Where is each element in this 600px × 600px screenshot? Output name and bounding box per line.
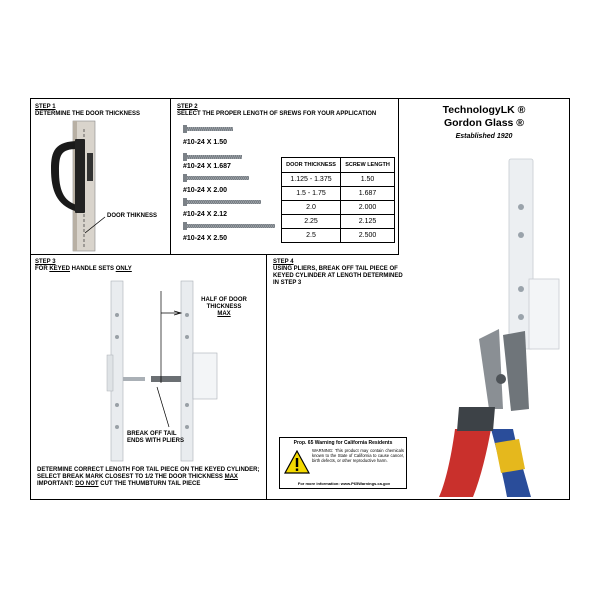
door-handle-illustration <box>31 99 171 255</box>
table-header: DOOR THICKNESS <box>282 158 341 173</box>
step3-note-line1: DETERMINE CORRECT LENGTH FOR TAIL PIECE ON THE KEYED CYLINDER; <box>37 467 260 473</box>
product-photo-pliers <box>399 139 569 499</box>
table-cell: 2.000 <box>341 201 395 215</box>
screws-illustration <box>171 99 281 255</box>
warning-title: Prop. 65 Warning for California Residents <box>293 440 393 446</box>
step3-note-line3-pre: IMPORTANT: <box>37 481 76 487</box>
step2-subtitle: SELECT THE PROPER LENGTH OF SREWS FOR YOUR APPLICATION <box>177 111 377 117</box>
table-cell: 2.0 <box>282 201 341 215</box>
step3-subtitle-only: ONLY <box>115 266 132 272</box>
step1-title: STEP 1 <box>35 104 56 110</box>
step1-panel <box>31 99 171 255</box>
step3-note-line3-donot: DO NOT <box>75 481 99 487</box>
step2-panel <box>171 99 399 255</box>
screw-icon <box>183 153 242 161</box>
step3-title: STEP 3 <box>35 259 56 265</box>
tailpiece-illustration <box>31 255 267 499</box>
table-header: SCREW LENGTH <box>341 158 395 173</box>
table-cell: 2.500 <box>341 229 395 243</box>
break-off-line1: BREAK OFF TAIL <box>127 431 177 437</box>
half-thickness-line2: THICKNESS <box>206 304 242 310</box>
step3-subtitle-pre: FOR <box>35 266 50 272</box>
table-cell: 2.125 <box>341 215 395 229</box>
step4-panel <box>267 255 403 375</box>
screw-length-table <box>281 157 395 243</box>
table-row <box>282 201 395 215</box>
screw-label: #10-24 X 1.50 <box>183 139 227 146</box>
step3-subtitle-keyed: KEYED <box>49 266 71 272</box>
step4-line1: USING PLIERS, BREAK OFF TAIL PIECE OF <box>273 266 398 272</box>
step3-note-line2-pre: SELECT BREAK MARK CLOSEST TO 1/2 THE DOOR THICKNESS <box>37 474 225 480</box>
screw-label: #10-24 X 2.00 <box>183 187 227 194</box>
screw-icon <box>183 198 261 206</box>
brand-panel <box>399 99 569 499</box>
instruction-sheet <box>30 98 570 500</box>
step3-note-line3-post: CUT THE THUMBTURN TAIL PIECE <box>98 481 201 487</box>
step2-title: STEP 2 <box>177 104 198 110</box>
table-cell: 1.50 <box>341 173 395 187</box>
half-thickness-max: MAX <box>217 311 231 317</box>
table-cell: 1.5 - 1.75 <box>282 187 341 201</box>
table-row <box>282 173 395 187</box>
screw-icon <box>183 125 233 133</box>
step4-title: STEP 4 <box>273 259 294 265</box>
door-thickness-label: DOOR THIKNESS <box>107 213 158 219</box>
warning-triangle-icon <box>284 450 310 474</box>
table-cell: 2.25 <box>282 215 341 229</box>
step4-line3: IN STEP 3 <box>273 280 302 286</box>
break-off-line2: ENDS WITH PLIERS <box>127 438 185 444</box>
step1-subtitle: DETERMINE THE DOOR THICKNESS <box>35 111 141 117</box>
screw-label: #10-24 X 2.12 <box>183 211 227 218</box>
table-row <box>282 215 395 229</box>
table-cell: 1.687 <box>341 187 395 201</box>
table-cell: 1.125 - 1.375 <box>282 173 341 187</box>
step4-text <box>273 266 413 287</box>
brand-name-1: TechnologyLK ® <box>442 104 526 116</box>
step3-note-line3 <box>37 481 263 488</box>
prop65-warning <box>279 437 407 489</box>
established-text: Established 1920 <box>455 133 513 140</box>
screw-label: #10-24 X 1.687 <box>183 163 231 170</box>
half-thickness-line1: HALF OF DOOR <box>201 297 247 303</box>
break-off-label <box>127 431 184 445</box>
table-row <box>282 187 395 201</box>
screw-label: #10-24 X 2.50 <box>183 235 227 242</box>
screw-icon <box>183 174 249 182</box>
warning-footer: For more information: www.P65Warnings.ca.gov <box>297 481 391 486</box>
step3-note <box>37 467 263 488</box>
screw-icon <box>183 222 275 230</box>
step3-subtitle-mid: HANDLE SETS <box>70 266 116 272</box>
table-header-row <box>282 158 395 173</box>
step3-panel <box>31 255 267 499</box>
step4-line2: KEYED CYLINDER AT LENGTH DETERMINED <box>273 273 403 279</box>
brand-name-2: Gordon Glass ® <box>443 117 525 129</box>
warning-body: WARNING: This product may contain chemicals known to the State of California to cause cancer, birth defects, or other reproductive harm. <box>312 448 404 463</box>
step3-note-line2 <box>37 474 263 481</box>
table-cell: 2.5 <box>282 229 341 243</box>
half-thickness-label <box>199 297 249 318</box>
table-row <box>282 229 395 243</box>
step3-note-line2-max: MAX <box>224 474 238 480</box>
